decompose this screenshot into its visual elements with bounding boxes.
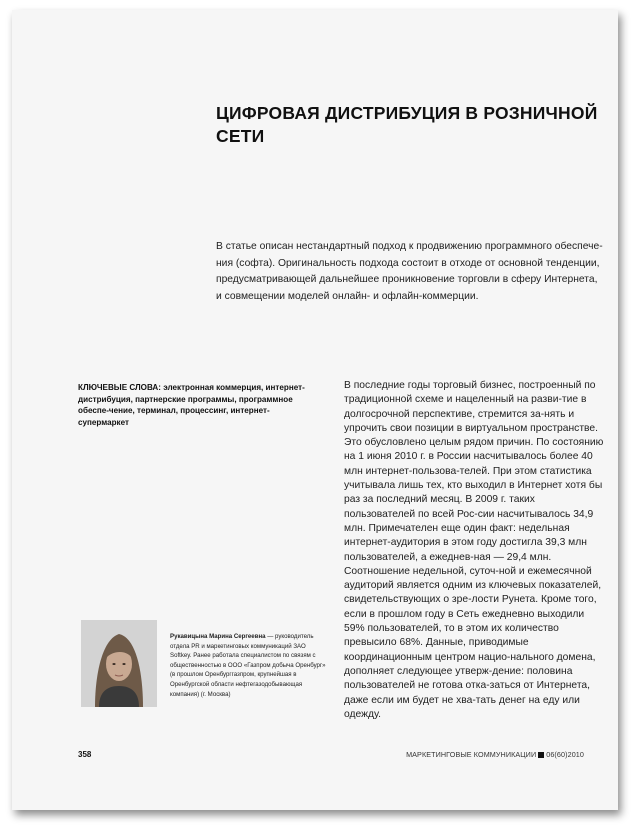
article-title-line-1: ЦИФРОВАЯ ДИСТРИБУЦИЯ В РОЗНИЧНОЙ (216, 103, 598, 123)
author-info (170, 632, 328, 699)
author-photo (81, 620, 157, 707)
magazine-page (12, 10, 618, 810)
author-name: Рукавицына Марина Сергеевна (170, 633, 266, 640)
keywords-label: КЛЮЧЕВЫЕ СЛОВА: (78, 383, 161, 392)
square-separator-icon (538, 752, 544, 758)
article-title (216, 102, 606, 148)
journal-name: МАРКЕТИНГОВЫЕ КОММУНИКАЦИИ (406, 750, 537, 759)
page-number: 358 (78, 750, 92, 759)
issue-number: 06(60)2010 (546, 750, 584, 759)
keywords-block (78, 382, 318, 428)
article-abstract: В статье описан нестандартный подход к продвижению программного обеспече-ния (софта). Оригинальность подхода состоит в отходе от основной тенденции, предусматривающей дальнейшее проникновение торговли в сферу Интернета, и совмещении моделей онлайн- и офлайн-коммерции. (216, 241, 603, 302)
article-body: В последние годы торговый бизнес, построенный по традиционной схеме и нацеленный на разви-тие в долгосрочной перспективе, стремится за-нять и упрочить свои позиции в виртуальном пространстве. Это обусловлено целым рядом причин. По состоянию на 1 июня 2010 г. в России насчитывалось более 40 млн интернет-пользова-телей. При этом статистика учитывала лишь тех, кто выходил в Интернет хотя бы раз за последний месяц. В 2009 г. таких пользователей по всей Рос-сии насчитывалось 34,9 млн. Примечателен еще один факт: недельная интернет-аудитория в этом году достигла 39,3 млн пользователей, а ежеднев-ная — 29,4 млн. Соотношение недельной, суточ-ной и ежемесячной аудиторий является одним из ключевых показателей, свидетельствующих о зре-лости Рунета. Кроме того, если в прошлом году в Сеть ежедневно выходили 59% пользователей, то в этом их количество превысило 68%. Данные, приводимые координационным центром нацио-нального домена, дополняет следующее утверж-дение: половина пользователей не готова отка-заться от Интернета, даже если им будет не хва-тать денег на еду или одежду. (344, 380, 604, 720)
author-bio: — руководитель отдела PR и маркетинговых коммуникаций ЗАО Softkey. Ранее работала специалистом по связям с общественностью в ООО «Газпром добыча Оренбург» (в прошлом Оренбурггазпром, крупнейшая в Оренбургской области нефтегазодобывающая компания) (г. Москва) (170, 633, 326, 698)
keywords-text: электронная коммерция, интернет-дистрибуция, партнерские программы, программное обеспе-чение, терминал, процессинг, интернет-супермаркет (78, 383, 305, 427)
footer-journal (406, 750, 584, 759)
article-title-line-2: СЕТИ (216, 126, 265, 146)
